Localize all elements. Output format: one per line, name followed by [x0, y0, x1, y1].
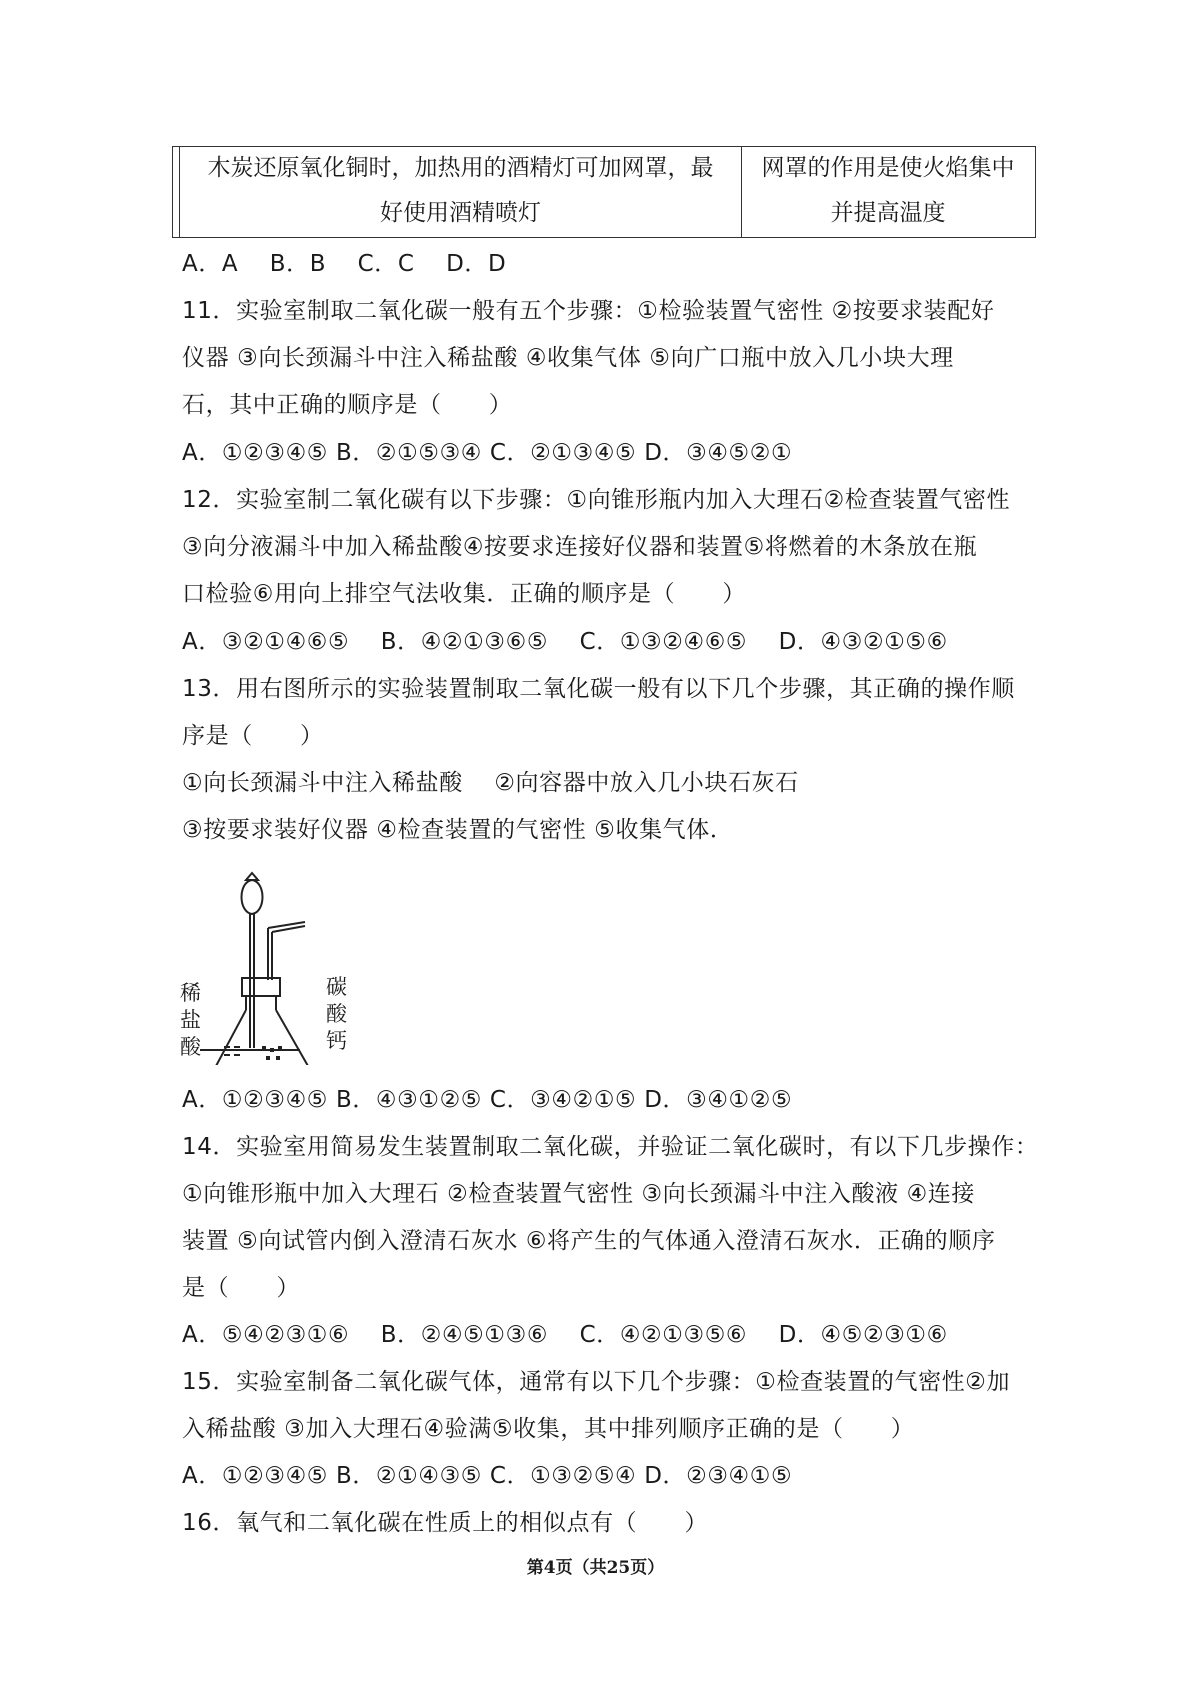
q13-options: A．①②③④⑤ B．④③①②⑤ C．③④②①⑤ D．③④①②⑤	[182, 1087, 793, 1113]
answer-table	[172, 146, 1036, 238]
q14-line: 装置 ⑤向试管内倒入澄清石灰水 ⑥将产生的气体通入澄清石灰水．正确的顺序	[182, 1228, 996, 1254]
q11-line: 仪器 ③向长颈漏斗中注入稀盐酸 ④收集气体 ⑤向广口瓶中放入几小块大理	[182, 345, 954, 371]
q15-line: 15．实验室制备二氧化碳气体，通常有以下几个步骤：①检查装置的气密性②加	[182, 1369, 1011, 1395]
q12-options: A．③②①④⑥⑤ B．④②①③⑥⑤ C．①③②④⑥⑤ D．④③②①⑤⑥	[182, 629, 948, 655]
label-dilute-hcl	[180, 980, 201, 1061]
table-cell-right-line: 网罩的作用是使火焰集中	[761, 155, 1015, 181]
q15-options: A．①②③④⑤ B．②①④③⑤ C．①③②⑤④ D．②③④①⑤	[182, 1463, 793, 1489]
q13-line: ①向长颈漏斗中注入稀盐酸 ②向容器中放入几小块石灰石	[182, 770, 799, 796]
q16-line: 16．氧气和二氧化碳在性质上的相似点有（ ）	[182, 1510, 709, 1536]
q15-line: 入稀盐酸 ③加入大理石④验满⑤收集，其中排列顺序正确的是（ ）	[182, 1416, 915, 1442]
table-cell-left-line: 好使用酒精喷灯	[380, 200, 541, 226]
label-char: 稀	[180, 981, 201, 1005]
q11-line: 11．实验室制取二氧化碳一般有五个步骤：①检验装置气密性 ②按要求装配好	[182, 298, 995, 324]
co2-apparatus-diagram	[180, 870, 360, 1065]
q12-line: 口检验⑥用向上排空气法收集．正确的顺序是（ ）	[182, 581, 747, 607]
q13-line: 13．用右图所示的实验装置制取二氧化碳一般有以下几个步骤，其正确的操作顺	[182, 676, 1015, 702]
label-char: 碳	[326, 975, 347, 999]
label-char: 盐	[180, 1008, 201, 1032]
page-footer: 第4页（共25页）	[526, 1558, 665, 1578]
table-cell-right-line: 并提高温度	[830, 200, 946, 226]
q10-options: A．A B．B C．C D．D	[182, 251, 507, 277]
table-cell-left	[180, 146, 741, 236]
label-calcium-carbonate	[326, 974, 347, 1055]
q14-options: A．⑤④②③①⑥ B．②④⑤①③⑥ C．④②①③⑤⑥ D．④⑤②③①⑥	[182, 1322, 948, 1348]
label-char: 酸	[180, 1035, 201, 1059]
q14-line: ①向锥形瓶中加入大理石 ②检查装置气密性 ③向长颈漏斗中注入酸液 ④连接	[182, 1181, 976, 1207]
label-char: 钙	[326, 1029, 347, 1053]
q14-line: 14．实验室用简易发生装置制取二氧化碳，并验证二氧化碳时，有以下几步操作：	[182, 1134, 1039, 1160]
q12-line: ③向分液漏斗中加入稀盐酸④按要求连接好仪器和装置⑤将燃着的木条放在瓶	[182, 534, 978, 560]
label-char: 酸	[326, 1002, 347, 1026]
q12-line: 12．实验室制二氧化碳有以下步骤：①向锥形瓶内加入大理石②检查装置气密性	[182, 487, 1011, 513]
q14-line: 是（ ）	[182, 1275, 300, 1301]
q13-line: 序是（ ）	[182, 723, 324, 749]
q11-line: 石，其中正确的顺序是（ ）	[182, 392, 513, 418]
table-cell-left-line: 木炭还原氧化铜时，加热用的酒精灯可加网罩，最	[207, 155, 714, 181]
q13-line: ③按要求装好仪器 ④检查装置的气密性 ⑤收集气体．	[182, 817, 734, 843]
q11-options: A．①②③④⑤ B．②①⑤③④ C．②①③④⑤ D．③④⑤②①	[182, 440, 793, 466]
table-cell-right	[742, 146, 1034, 236]
